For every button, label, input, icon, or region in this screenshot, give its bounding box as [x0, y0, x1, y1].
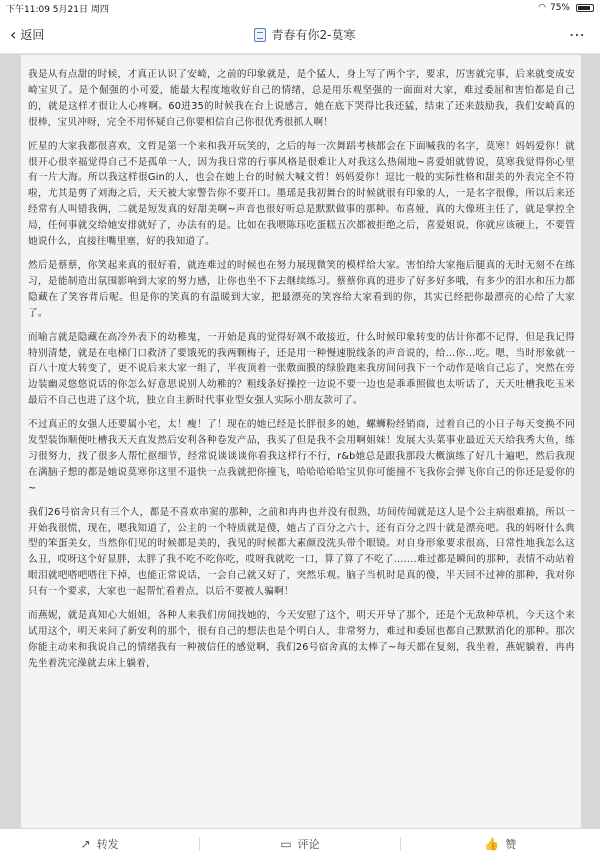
- article-paragraph: 不过真正的女强人还要属小宅，太！瘦！了！现在的她已经是长胖很多的她，螺蛳粉经销商，过着自己的小日子每天变换不同发型装饰顺便吐槽我天天直发然后安利各种卷发产品，我买了但是我不会用啊姐妹！发展大头菜事业最近天天给我秀大鱼，练习很努力，找了很多人帮忙抠细节，经常说谈谈谈你看我这样行不行，r&b她总是跟我那段大概演练了好几十遍吧，然后我现在满脑子想的都是她说莫寒你这里不退快一点我就把你撞飞，哈哈哈哈哈宝贝你可能撞不飞我你会弹飞你自己的你还是爱你的~: [28, 419, 575, 494]
- wifi-icon: ◠: [538, 3, 546, 13]
- more-icon[interactable]: ⋯: [569, 25, 586, 44]
- nav-bar: [0, 16, 600, 54]
- article-paragraph: 然后是蔡蔡，你笑起来真的很好看，就连难过的时候也在努力展现微笑的模样给大家。害怕给大家拖后腿真的无时无刻不在练习，是能制造出氛围影响到大家的努力感，让你也坐不下去继续练习。蔡蔡你真的进步了好多好多哦，有多少的泪水和压力都隐藏在了笑容背后呢。但是你的笑真的有温暖到大家，把最漂亮的笑容给大家看到的你，其实已经把你最漂亮的心给了大家了。: [28, 259, 575, 319]
- status-right: [538, 3, 594, 13]
- comment-label: 评论: [297, 837, 320, 851]
- thumbs-up-icon: 👍: [484, 836, 500, 851]
- like-label: 赞: [505, 837, 517, 851]
- article-paragraph: 匠星的大家我都很喜欢，文哲是第一个来和我开玩笑的，之后的每一次舞蹈考核都会在下面喊我的名字，莫寒！妈妈爱你！就很开心很幸福觉得自己不是孤单一人，因为我日常的行事风格是很难让人对我这么热闹地~喜爱姐就曾说，莫寒我觉得你心里有一片大海。所以我这样很Gin的人，也会在她上台的时候大喊文哲！妈妈爱你！逗比一般的实际性格和甜美的外表完全不符啦，尤其是剪了刘海之后，天天被大家警告你不要开口。墨瑶是我初舞台的时候就很有印象的人，一是名字很像，所以后来还经常有人叫错我俩，二就是短发真的好甜美啊~声音也很好听总是默默做事的那种。布喜娅，真的大像班主任了，就是掌控全局，任何事就交给她安排就好了，办法有的是。比如在我喂陈珏吃蛋糕五次都被拒绝之后，喜爱姐说，你就应该硬上，不要管她说什么，直接往嘴里塞，好的我知道了。: [28, 140, 575, 248]
- article-paragraph: 我们26号宿舍只有三个人，都是不喜欢串窦的那种，之前和冉冉也并没有很熟，坊间传闻就是这人是个公主病很难搞，所以一开始我很慌，现在，嗯我知道了，公主的一个特质就是傻，她占了百分之六十，还有百分之四十就是漂亮吧。我的妈呀什么典型的笨蛋美女，当然你们见的时候都是美的，我见的时候都大素颜没洗头带个眼镜。对自身形象要求很高，日常性地我怎么这么丑，哎呀这个好显胖，太胖了我不吃不吃你吃，哎呀我就吃一口，算了算了不吃了.......难过都是瞬间的那种，表情不动站着眼泪就吧嗒吧嗒往下掉，也能正常说话，一会自己就又好了，突然乐观。脑子当机时是真的傻，半天回不过神的那种，我对你只有一个要求，大家也一起帮忙看着点，以后不要被人骗啊！: [28, 506, 575, 598]
- comment-button[interactable]: [200, 836, 399, 852]
- bottom-action-bar: [0, 828, 600, 858]
- like-button[interactable]: [401, 836, 600, 852]
- battery-percent: 75%: [549, 3, 570, 13]
- share-icon: ↗: [80, 836, 91, 851]
- page-title: [90, 26, 519, 43]
- share-button[interactable]: [0, 836, 199, 852]
- article-image: [21, 55, 581, 828]
- share-label: 转发: [96, 837, 119, 851]
- document-icon: [254, 28, 266, 42]
- chevron-left-icon: ‹: [10, 24, 17, 44]
- article-scroll-area[interactable]: [0, 55, 600, 828]
- status-bar: [0, 0, 600, 16]
- status-time-date: 下午11:09 5月21日 周四: [6, 4, 109, 15]
- comment-icon: ▭: [280, 836, 292, 851]
- back-label: 返回: [20, 28, 45, 42]
- article-paragraph: 我是从有点甜的时候，才真正认识了安崎，之前的印象就是，是个猛人，身上写了两个字，要求，厉害就完事，后来就变成安崎宝贝了。是个倔强的小可爱，能最大程度地收好自己的情绪，总是用乐观坚强的一面面对大家，难过委屈和害怕都是自己的，就是这样才很让人心疼啊。60进35的时候我在台上说感言，她在底下哭得比我还猛，结束了还来鼓励我，我们安崎真的很棒，宝贝冲呀，完全不用怀疑自己你要相信自己你很优秀很抓人啊！: [28, 69, 575, 128]
- page-title-text: 青春有你2-莫寒: [271, 28, 356, 42]
- article-paragraph: 而燕妮，就是真知心大姐姐，各种人来我们房间找她的，今天安慰了这个，明天开导了那个，还是个无敌种草机，今天这个来试用这个，明天来问了新安利的那个，很有自己的想法也是个明白人，非常努力，难过和委屈也都自己默默消化的那种。那次你能主动来和我说自己的情绪我有一种被信任的感觉啊，我们26号宿舍真的太棒了~每天都在复刻，我坐着，燕妮躺着，冉冉先坐着洗完澡就去床上躺着，: [28, 610, 575, 669]
- back-button[interactable]: [0, 26, 90, 43]
- battery-fill: [578, 6, 590, 10]
- battery-icon: [576, 4, 594, 12]
- article-paragraph: 而喻言就是隐藏在高冷外表下的幼稚鬼，一开始是真的觉得好飒不敢接近，什么时候印象转变的估计你都不记得，但是我记得特别清楚，就是在电梯门口救济了要饿死的我两颗梅子，还是用一种慢速脱线条的声音说的，给...你...吃。嗯，当时形象就一百八十度大转变了，更不说后来大家一组了，半夜顶着一张敷面膜的绿脸跑来我房间问我下一个动作是啥自己忘了，突然在旁边装幽灵悠悠说话的你怎么好意思说别人幼稚的？粗线条好操控一边说不要一边也是乖乖照做也太听话了，天天吐槽我吃玉米最后不自己也进了这个坑，独立自主新时代事业型女强人实际小朋友款可了。: [28, 331, 575, 407]
